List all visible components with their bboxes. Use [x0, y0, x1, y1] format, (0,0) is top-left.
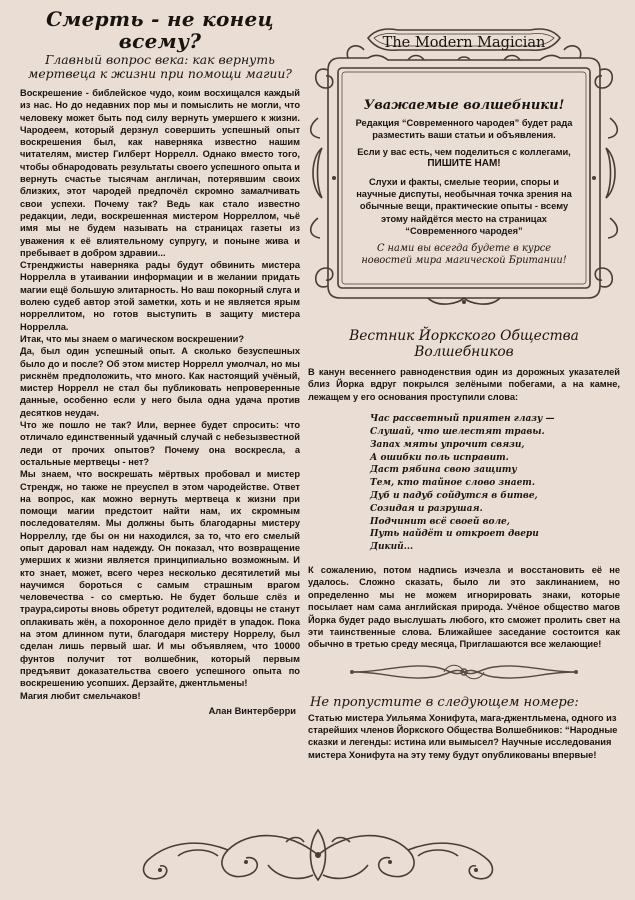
- notice-frame: [308, 8, 620, 308]
- notice-text: Если у вас есть, чем поделиться с коллегами,: [357, 146, 571, 157]
- paragraph: Магия любит смельчаков!: [20, 690, 141, 701]
- poem: [370, 413, 556, 554]
- subheadline: Главный вопрос века: как вернуть мертвеца к жизни при помощи магии?: [28, 52, 292, 81]
- poem-line: Путь найдёт и откроет двери: [370, 529, 539, 540]
- article-body: [20, 87, 300, 702]
- left-article: [20, 8, 300, 716]
- poem-line: Час рассветный приятен глазу —: [370, 414, 555, 425]
- notice-closing: С нами вы всегда будете в курсе новостей мира магической Британии!: [361, 243, 567, 267]
- masthead-title: The Modern Magician: [382, 35, 546, 51]
- next-issue-text: Статью мистера Уильяма Хонифута, мага-джентльмена, одного из старейших членов Йоркского Общества Волшебников: “Народные сказки и легенды: истина или вымысел? Научные исследования мистера Хонифута на эту тему будут опубликованы впервые!: [308, 712, 618, 760]
- poem-line: Дикий...: [370, 542, 414, 553]
- paragraph: Итак, что мы знаем о магическом воскрешении?: [20, 333, 245, 344]
- right-column: [308, 8, 620, 761]
- poem-line: Созидая и разрушая.: [370, 503, 483, 514]
- author-signature: Алан Винтерберри: [208, 705, 296, 716]
- notice-text: Слухи и факты, смелые теории, споры и научные диспуты, необычная точка зрения на обычные вещи, практические опыты - всему этому найдётся место на страницах “Современного чародея”: [356, 177, 572, 236]
- notice-title: Уважаемые волшебники!: [363, 98, 565, 113]
- poem-line: Дуб и падуб сойдутся в битве,: [370, 491, 538, 501]
- society-outro: К сожалению, потом надпись изчезла и восстановить её не удалось. Сложно сказать, было ли это заклинанием, но определенно мы не можем игнорировать знаки, которые посылает нам сама английская природа. Учёное общество магов Йорка будет радо выслушать любого, кто сможет пролить свет на эти таинственные слова. Ближайшее заседание состоится как обычно в третью среду месяца, Приглашаются все желающие!: [308, 564, 620, 650]
- poem-line: А ошибки поль исправит.: [370, 452, 509, 463]
- society-intro: В канун весеннего равноденствия один из дорожных указателей близ Йорка вдруг покрылся зелёными побегами, а на камне, лежащем у его основания проступили слова:: [308, 367, 620, 402]
- notice-call-to-action: ПИШИТЕ НАМ!: [427, 157, 501, 169]
- next-issue-title: Не пропустите в следующем номере:: [310, 694, 579, 710]
- paragraph: Да, был один успешный опыт. А сколько безуспешных было до и после? Об этом мистер Норрелл умолчал, но мы рискнём предположить, что много. Как настоящий учёный, мистер Норрелл не стал бы публиковать непроверенные данные, особенно если у него была одна удача против десятков неудач.: [20, 346, 300, 418]
- society-title: Вестник Йоркского Общества Волшебников: [349, 328, 579, 360]
- paragraph: Мы знаем, что воскрешать мёртвых пробовал и мистер Стрендж, но также не преуспел в этом чародействе. Ответ на вопрос, как можно вернуть мертвеца к жизни при помощи магии предстоит найти нам, их скромным последователям. Мы должны быть благодарны мистеру Норреллу, где бы он ни находился, за то, что его смелый опыт даровал нам надежду. Он показал, что возвращение умерших к жизни является принципиально возможным. И кто знает, может, всего через несколько десятилетий мы научимся бороться с самым страшным врагом человечества - со смертью. Не будет больше слёз и траура,сироты вновь обретут родителей, вдовцы не станут оплакивать жён, а похоронное дело придёт в упадок. Пока на этом длинном пути, благодаря мистеру Норрелу, был сделан лишь первый шаг. И мы объявляем, что 10000 фунтов получит тот волшебник, который первым предъявит доказательства своего успешного опыта по воскрешению усопших. Дерзайте, джентльмены!: [20, 469, 300, 689]
- poem-line: Даст рябина свою защиту: [370, 465, 517, 476]
- poem-line: Тем, кто тайное слово знает.: [370, 478, 535, 489]
- poem-line: Слушай, что шелестят травы.: [370, 427, 545, 438]
- poem-line: Запах мяты упрочит связи,: [370, 439, 525, 450]
- paragraph: Что же пошло не так? Или, вернее будет спросить: что отличало единственный удачный случай с небезызвестной леди от прочих опытов? Почему она воскресла, а остальные мертвецы - нет?: [20, 420, 300, 467]
- notice-box: [354, 100, 574, 267]
- scroll-divider-icon: [344, 659, 584, 685]
- acanthus-footer-icon: [118, 820, 518, 890]
- poem-line: Подчинит всё своей воле,: [370, 516, 510, 527]
- paragraph: Стренджисты наверняка рады будут обвинить мистера Норрелла в утаивании информации и в желании придать магии ещё большую элитарность. Но ваш покорный слуга и волею судеб автор этой заметки, хоть и не является ярым норреллитом, но готов выступить в защиту мистера Норрелла.: [20, 260, 300, 332]
- paragraph: Воскрешение - библейское чудо, коим восхищался каждый из нас. Но до недавних пор мы и помыслить не могли, что человеку может быть под силу вернуть умершего к жизни. Чародеем, который дерзнул совершить успешный опыт воскрешения был, как наверняка известно нашим читателям, мистер Гилберт Норрелл. Однако вместо того, чтобы обнародовать результаты своего успешного опыта и вернуть счастье тысячам англичан, потерявшим своих близких, этот чародей предпочёл скромно замалчивать свои успехи. Почему так? Ведь как стало известно редакции, леди, воскрешенная мистером Норреллом, чьё имя мы не будем называть на страницах газеты из уважения к её влиятельному супругу, и поныне жива и пребывает в добром здравии...: [20, 88, 300, 258]
- headline: Смерть - не конец всему?: [46, 7, 274, 53]
- notice-text: Редакция “Современного чародея” будет рада разместить ваши статьи и объявления.: [355, 118, 573, 141]
